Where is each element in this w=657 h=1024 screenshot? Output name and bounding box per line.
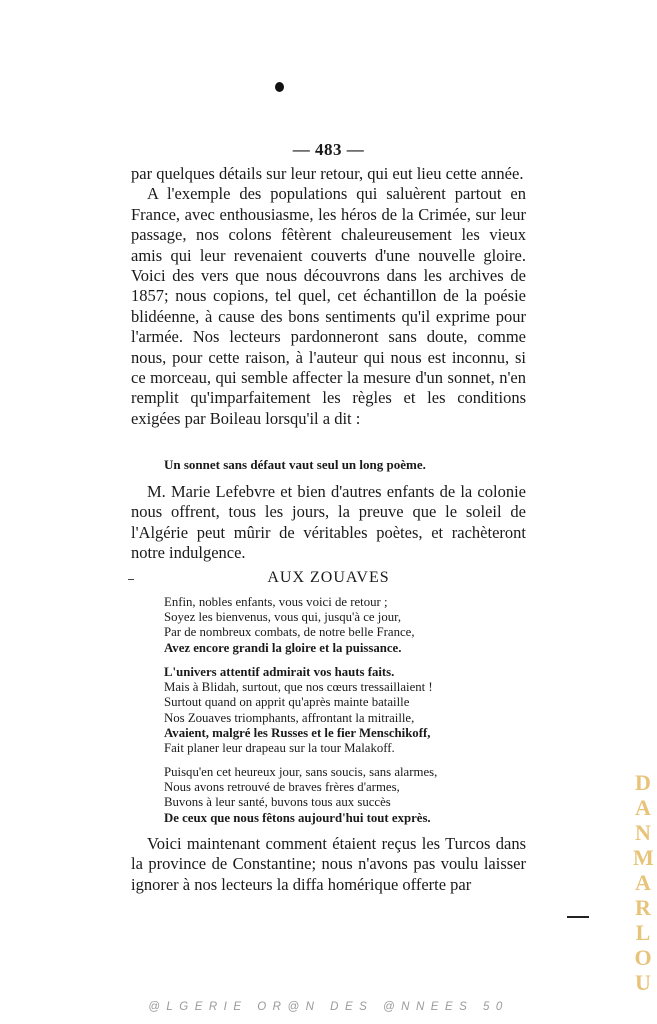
poem-line: Soyez les bienvenus, vous qui, jusqu'à ce jour,	[164, 610, 402, 625]
poem-line: Fait planer leur drapeau sur la tour Malakoff.	[164, 740, 395, 755]
poem-line: Nos Zouaves triomphants, affrontant la mitraille,	[164, 710, 415, 725]
top-text-block	[131, 164, 526, 429]
ink-dot	[275, 82, 284, 92]
poem-line: De ceux que nous fêtons aujourd'hui tout exprès.	[164, 810, 431, 825]
poem-line: Par de nombreux combats, de notre belle France,	[164, 625, 415, 640]
page-number: — 483 —	[292, 140, 365, 159]
poem-stanza	[164, 765, 437, 826]
boileau-quote: Un sonnet sans défaut vaut seul un long poème.	[164, 457, 426, 472]
poem-line: L'univers attentif admirait vos hauts faits.	[164, 665, 395, 679]
paragraph-continuation: par quelques détails sur leur retour, qui eut lieu cette année.	[131, 164, 524, 183]
poem-line: Avaient, malgré les Russes et le fier Menschikoff,	[164, 725, 431, 740]
poem-title: AUX ZOUAVES	[267, 569, 390, 586]
poem-line: Puisqu'en cet heureux jour, sans soucis, sans alarmes,	[164, 765, 438, 779]
poem-line: Buvons à leur santé, buvons tous aux succès	[164, 795, 391, 810]
footer-watermark: @LGERIE OR@N DES @NNEES 50	[148, 1001, 509, 1013]
bottom-text-block	[131, 834, 526, 895]
paragraph-lefebvre: M. Marie Lefebvre et bien d'autres enfants de la colonie nous offrent, tous les jours, la preuve que le soleil de l'Algérie peut mûrir de véritables poètes, et rachèteront notre indulgence.	[131, 482, 526, 563]
stamp-danmarlou	[630, 770, 656, 995]
stamp-text: DANMARLOU	[633, 770, 654, 995]
poem-line: Enfin, nobles enfants, vous voici de retour ;	[164, 595, 388, 609]
middle-text-block	[131, 482, 526, 564]
poem-stanza	[164, 665, 433, 756]
paragraph-crimea: A l'exemple des populations qui saluèrent partout en France, avec enthousiasme, les héros de la Crimée, sur leur passage, nos colons fêtèrent chaleureusement les vieux amis qui leur revenaient couverts d'une nouvelle gloire. Voici des vers que nous découvrons dans les archives de 1857; nous copions, tel quel, cet échantillon de la poésie blidéenne, à cause des bons sentiments qu'il exprime pour l'armée. Nos lecteurs pardonneront sans doute, comme nous, pour cette raison, à l'auteur qui nous est inconnu, si ce morceau, qui semble affecter la mesure d'un sonnet, n'en remplit qu'imparfaitement les règles et les conditions exigées par Boileau lorsqu'il a dit :	[131, 184, 526, 428]
poem-line: Avez encore grandi la gloire et la puissance.	[164, 640, 402, 655]
poem-stanza	[164, 595, 415, 656]
poem-line: Surtout quand on apprit qu'après mainte bataille	[164, 695, 410, 710]
poem-line: Nous avons retrouvé de braves frères d'armes,	[164, 780, 400, 795]
margin-rule	[567, 916, 589, 918]
poem-line: Mais à Blidah, surtout, que nos cœurs tressaillaient !	[164, 680, 433, 695]
paragraph-turcos: Voici maintenant comment étaient reçus les Turcos dans la province de Constantine; nous n'avons pas voulu laisser ignorer à nos lecteurs la diffa homérique offerte par	[131, 834, 526, 894]
